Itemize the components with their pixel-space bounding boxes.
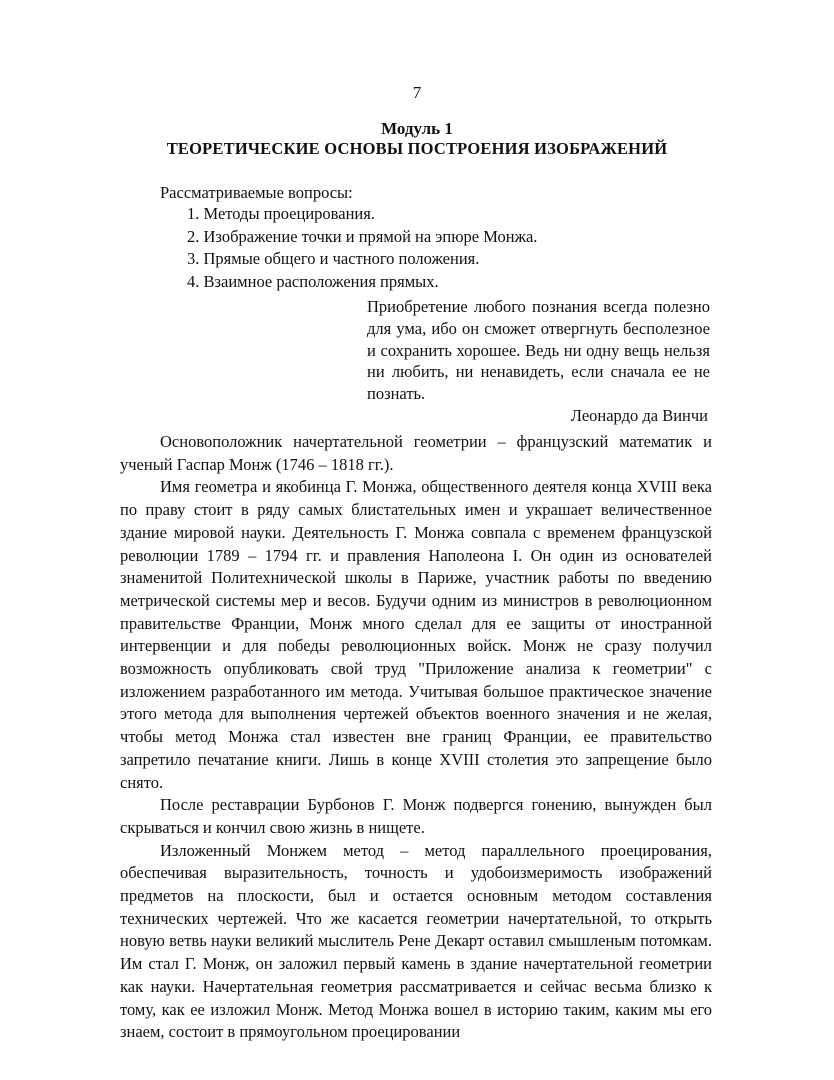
question-item: 3. Прямые общего и частного положения. [187,249,480,268]
questions-list [187,203,537,293]
question-item: 4. Взаимное расположения прямых. [187,271,439,291]
questions-heading: Рассматриваемые вопросы: [160,183,353,202]
module-label: Модуль 1 [381,119,453,138]
body-paragraph: Изложенный Монжем метод – метод параллельного проецирования, обеспечивая выразительность, точность и удобоизмеримость изображений предметов на плоскости, был и остается основным методом составления технических чертежей. Что же касается геометрии начертательной, то открыть новую ветвь науки великий мыслитель Рене Декарт оставил смышленым потомкам. Им стал Г. Монж, он заложил первый камень в здание начертательной геометрии как науки. Начертательная геометрия рассматривается и сейчас весьма близко к тому, как ее изложил Монж. Метод Монжа вошел в историю таким, каким мы его знаем, состоит в прямоугольном проецировании [120,840,712,1042]
page-number: 7 [412,83,422,102]
body-text [120,431,712,1044]
epigraph-author: Леонардо да Винчи [570,405,708,425]
epigraph-text: Приобретение любого познания всегда полезно для ума, ибо он сможет отвергнуть бесполезное и сохранить хорошее. Ведь ни одну вещь нельзя ни любить, ни ненавидеть, если сначала ее не познать. [367,297,710,404]
module-title: ТЕОРЕТИЧЕСКИЕ ОСНОВЫ ПОСТРОЕНИЯ ИЗОБРАЖЕНИЙ [166,139,668,158]
question-item: 1. Методы проецирования. [187,204,375,223]
epigraph [367,296,710,427]
body-paragraph: Основоположник начертательной геометрии – французский математик и ученый Гаспар Монж (1746 – 1818 гг.). [120,432,712,474]
question-item: 2. Изображение точки и прямой на эпюре Монжа. [187,226,538,246]
body-paragraph: После реставрации Бурбонов Г. Монж подвергся гонению, вынужден был скрываться и кончил свою жизнь в нищете. [120,795,712,837]
body-paragraph: Имя геометра и якобинца Г. Монжа, общественного деятеля конца XVIII века по праву стоит в ряду самых блистательных имен и украшает величественное здание мировой науки. Деятельность Г. Монжа совпала с временем французской революции 1789 – 1794 гг. и правления Наполеона I. Он один из основателей знаменитой Политехнической школы в Париже, участник работы по введению метрической системы мер и весов. Будучи одним из министров в революционном правительстве Франции, Монж много сделал для ее защиты от иностранной интервенции и для победы революционных войск. Монж не сразу получил возможность опубликовать свой труд "Приложение анализа к геометрии" с изложением разработанного им метода. Учитывая большое практическое значение этого метода для выполнения чертежей объектов военного значения и не желая, чтобы метод Монжа стал известен вне границ Франции, ее правительство запретило печатание книги. Лишь в конце XVIII столетия это запрещение было снято. [120,477,712,792]
